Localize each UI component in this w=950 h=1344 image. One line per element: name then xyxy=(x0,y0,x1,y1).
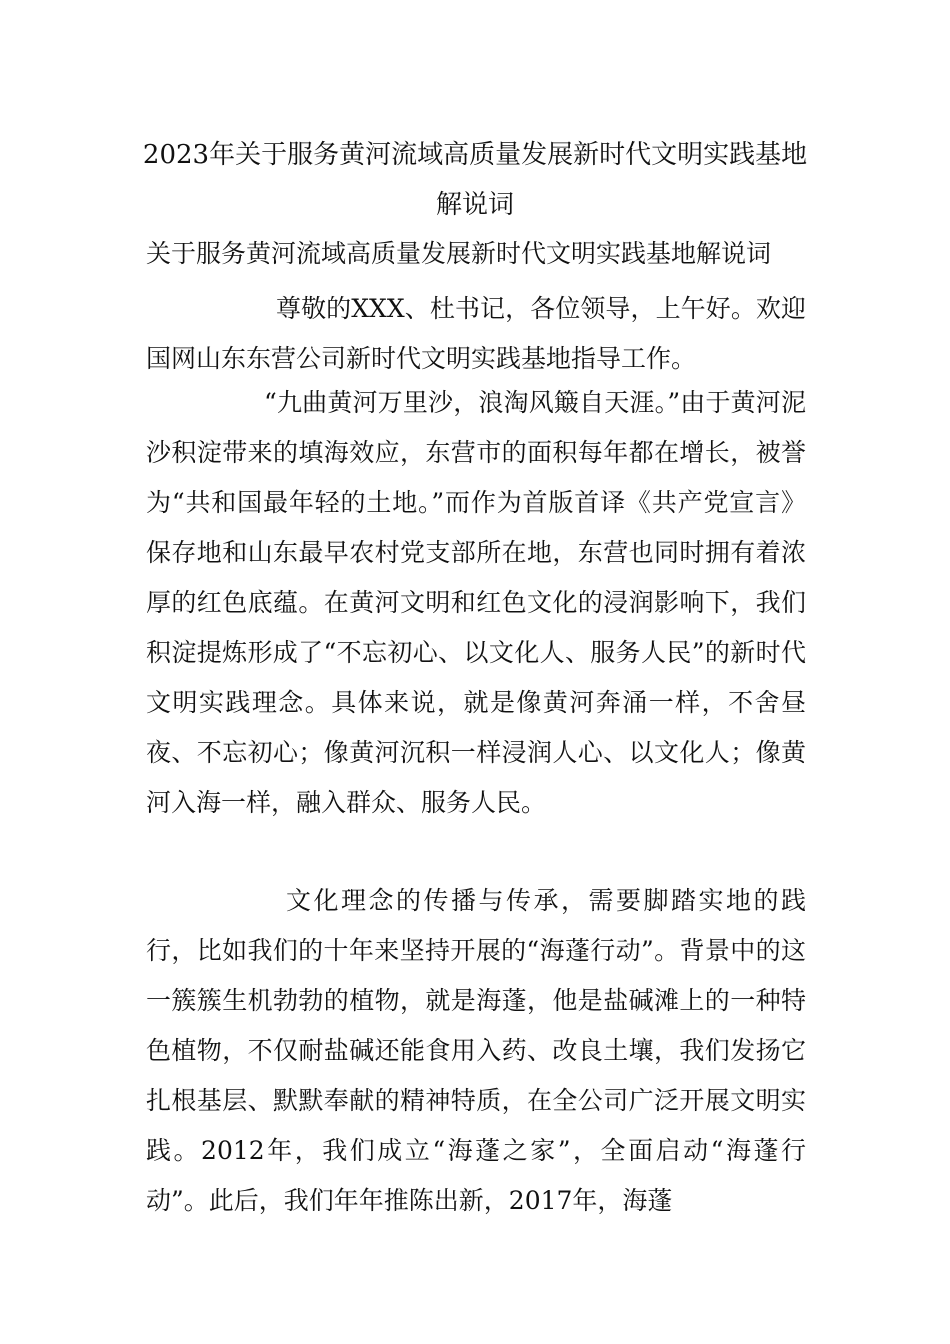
document-subtitle: 关于服务黄河流域高质量发展新时代文明实践基地解说词 xyxy=(146,239,772,268)
paragraph-haipeng-action: 文化理念的传播与传承，需要脚踏实地的践行，比如我们的十年来坚持开展的“海蓬行动”。背景中的这一簇簇生机勃勃的植物，就是海蓬，他是盐碱滩上的一种特色植物，不仅耐盐碱还能食用入药、改良土壤，我们发扬它扎根基层、默默奉献的精神特质，在全公司广泛开展文明实践。2012年，我们成立“海蓬之家”，全面启动“海蓬行动”。此后，我们年年推陈出新，2017年，海蓬 xyxy=(146,886,806,1215)
paragraph-greeting: 尊敬的XXX、杜书记，各位领导，上午好。欢迎国网山东东营公司新时代文明实践基地指导工作。 xyxy=(146,294,806,373)
paragraph-yellow-river: “九曲黄河万里沙，浪淘风簸自天涯。”由于黄河泥沙积淀带来的填海效应，东营市的面积每年都在增长，被誉为“共和国最年轻的土地。”而作为首版首译《共产党宣言》保存地和山东最早农村党支部所在地，东营也同时拥有着浓厚的红色底蕴。在黄河文明和红色文化的浸润影响下，我们积淀提炼形成了“不忘初心、以文化人、服务人民”的新时代文明实践理念。具体来说，就是像黄河奔涌一样，不舍昼夜、不忘初心；像黄河沉积一样浸润人心、以文化人；像黄河入海一样，融入群众、服务人民。 xyxy=(146,388,806,817)
document-title-line-2: 解说词 xyxy=(435,190,514,220)
document-title-line-1: 2023年关于服务黄河流域高质量发展新时代文明实践基地 xyxy=(142,140,808,170)
